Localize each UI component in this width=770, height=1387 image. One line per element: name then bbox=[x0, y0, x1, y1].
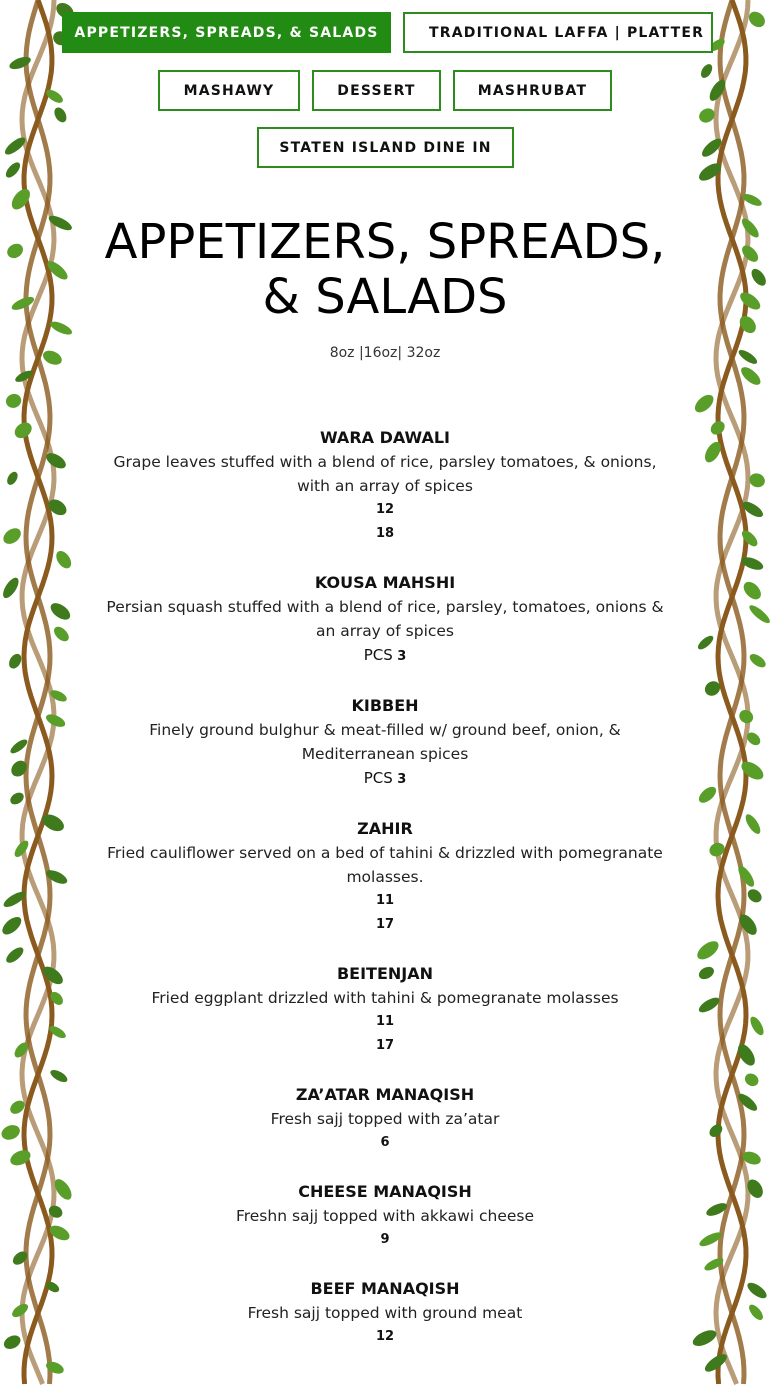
section-title-line2: & SALADS bbox=[262, 269, 508, 325]
price-value: 3 bbox=[397, 772, 407, 787]
menu-item bbox=[95, 1277, 675, 1349]
price-value: 12 bbox=[375, 1329, 395, 1344]
category-tabs bbox=[0, 0, 770, 180]
menu-item-description: Fresh sajj topped with ground meat bbox=[247, 1304, 523, 1322]
price-unit: PCS bbox=[363, 769, 393, 787]
menu-item-name: ZAHIR bbox=[357, 819, 413, 838]
menu-item-price bbox=[95, 498, 675, 522]
menu-item-description: Fresh sajj topped with za’atar bbox=[270, 1110, 500, 1128]
menu-item-price bbox=[95, 889, 675, 913]
price-value: 11 bbox=[375, 1014, 395, 1029]
menu-item-price bbox=[95, 1034, 675, 1058]
menu-item-description: Grape leaves stuffed with a blend of rice, parsley tomatoes, & onions, with an array of spices bbox=[113, 453, 657, 495]
menu-item-name: BEEF MANAQISH bbox=[310, 1279, 460, 1298]
menu-item-price bbox=[95, 766, 675, 792]
menu-item-description: Finely ground bulghur & meat-filled w/ ground beef, onion, & Mediterranean spices bbox=[149, 721, 621, 763]
menu-item-description: Persian squash stuffed with a blend of rice, parsley, tomatoes, onions & an array of spices bbox=[106, 598, 664, 640]
menu-item bbox=[95, 426, 675, 546]
tab-staten-island-dine-in[interactable]: STATEN ISLAND DINE IN bbox=[257, 127, 514, 168]
vine-border-right-icon bbox=[688, 0, 770, 1387]
menu-item-name: WARA DAWALI bbox=[320, 428, 450, 447]
menu-item-price bbox=[95, 1325, 675, 1349]
menu-item-price bbox=[95, 1131, 675, 1155]
menu-item-price bbox=[95, 522, 675, 546]
section-title bbox=[95, 215, 675, 325]
menu-item-description: Fried cauliflower served on a bed of tahini & drizzled with pomegranate molasses. bbox=[107, 844, 663, 886]
menu-item bbox=[95, 962, 675, 1058]
menu-item bbox=[95, 817, 675, 937]
price-value: 18 bbox=[375, 526, 395, 541]
menu-item-price bbox=[95, 1228, 675, 1252]
menu-items-list bbox=[95, 426, 675, 1374]
tab-traditional-laffa[interactable]: TRADITIONAL LAFFA | PLATTER bbox=[403, 12, 713, 53]
tab-mashrubat[interactable]: MASHRUBAT bbox=[453, 70, 612, 111]
section-title-line1: APPETIZERS, SPREADS, bbox=[104, 214, 666, 270]
price-value: 17 bbox=[375, 1038, 395, 1053]
section-header bbox=[95, 215, 675, 361]
price-value: 17 bbox=[375, 917, 395, 932]
menu-item-price bbox=[95, 643, 675, 669]
menu-item-name: CHEESE MANAQISH bbox=[298, 1182, 472, 1201]
tab-mashawy[interactable]: MASHAWY bbox=[158, 70, 300, 111]
menu-item-name: ZA’ATAR MANAQISH bbox=[295, 1085, 475, 1104]
menu-item-name: KOUSA MAHSHI bbox=[314, 573, 456, 592]
menu-item-name: KIBBEH bbox=[351, 696, 419, 715]
portion-sizes: 8oz |16oz| 32oz bbox=[329, 345, 441, 361]
tab-appetizers[interactable]: APPETIZERS, SPREADS, & SALADS bbox=[62, 12, 391, 53]
price-value: 12 bbox=[375, 502, 395, 517]
price-value: 11 bbox=[375, 893, 395, 908]
menu-item-description: Freshn sajj topped with akkawi cheese bbox=[235, 1207, 535, 1225]
menu-item bbox=[95, 1180, 675, 1252]
menu-item bbox=[95, 571, 675, 669]
price-value: 9 bbox=[380, 1232, 390, 1247]
tab-dessert[interactable]: DESSERT bbox=[312, 70, 441, 111]
menu-item-price bbox=[95, 1010, 675, 1034]
price-value: 3 bbox=[397, 649, 407, 664]
price-value: 6 bbox=[380, 1135, 390, 1150]
vine-border-left-icon bbox=[0, 0, 82, 1387]
price-unit: PCS bbox=[363, 646, 393, 664]
menu-item-name: BEITENJAN bbox=[336, 964, 434, 983]
menu-item-description: Fried eggplant drizzled with tahini & pomegranate molasses bbox=[151, 989, 619, 1007]
menu-item-price bbox=[95, 913, 675, 937]
menu-item bbox=[95, 694, 675, 792]
menu-item bbox=[95, 1083, 675, 1155]
